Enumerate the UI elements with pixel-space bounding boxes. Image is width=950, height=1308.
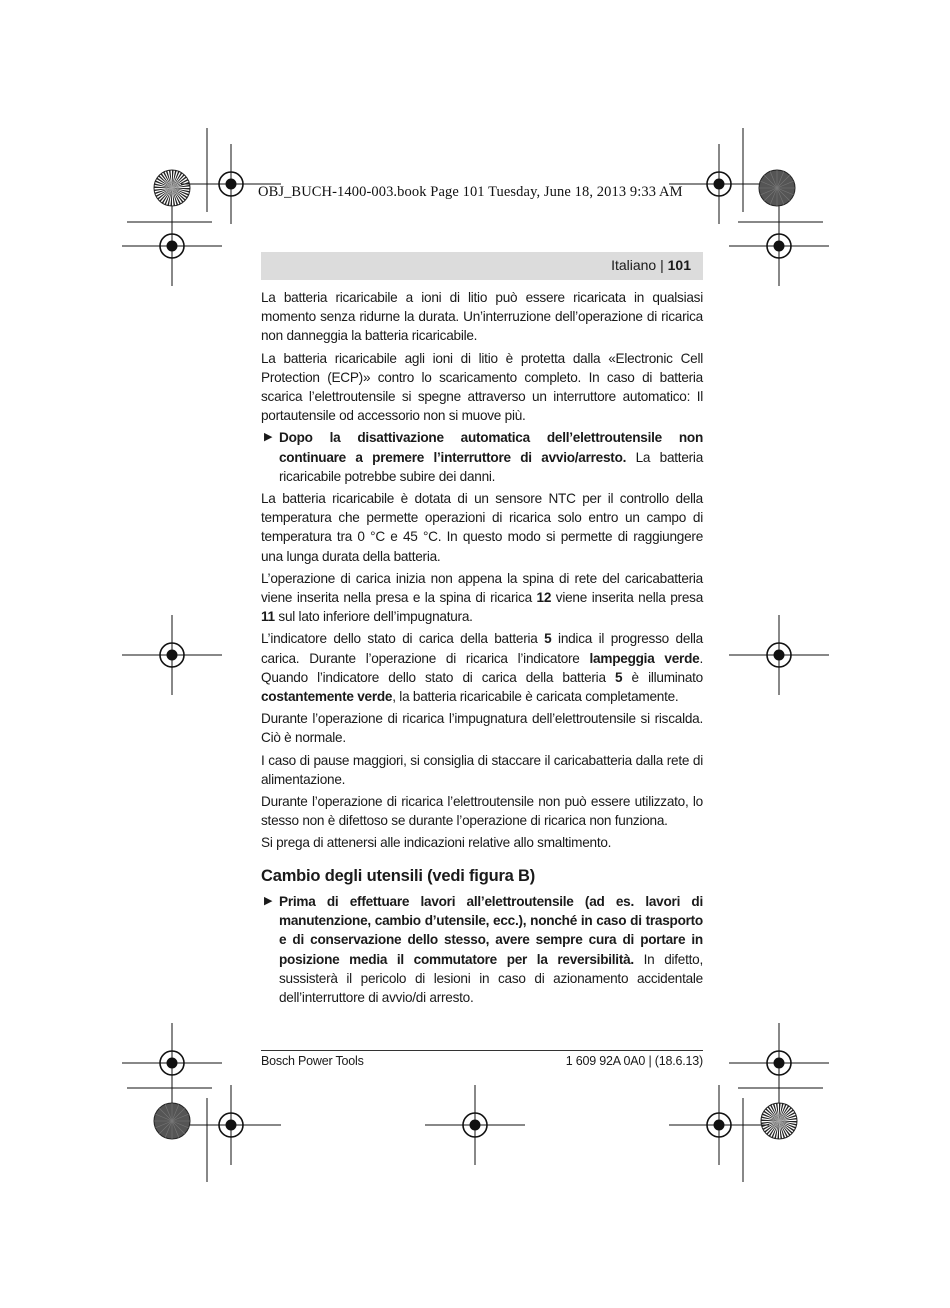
registration-mark-icon — [729, 1023, 829, 1103]
bullet-text: La batteria ricaricabile potrebbe subire dei danni. — [279, 449, 703, 484]
bullet-text: In difetto, sussisterà il pericolo di lesioni in caso di azionamento accidentale dell’interruttore di avvio/di arresto. — [279, 951, 704, 1005]
footer-doc-number: 1 609 92A 0A0 | (18.6.13) — [565, 1054, 703, 1068]
registration-mark-icon — [729, 615, 829, 695]
paragraph-liion-charging: La batteria ricaricabile a ioni di litio può essere ricaricata in qualsiasi momento senza ridurne la durata. Un’interruzione dell’operazione di ricarica non danneggia la batteria ricaricabile. — [261, 290, 703, 344]
paragraph-handle-warm: Durante l’operazione di ricarica l’impugnatura dell’elettroutensile si riscalda. Ciò è normale. — [261, 711, 703, 746]
paragraph-disposal: Si prega di attenersi alle indicazioni relative allo smaltimento. — [261, 835, 612, 851]
registration-mark-icon — [122, 615, 222, 695]
bullet-triangle-icon: ▶ — [264, 894, 273, 907]
page-number: 101 — [667, 257, 691, 273]
section-heading: Cambio degli utensili (vedi figura B) — [261, 866, 536, 885]
registration-mark-icon — [122, 206, 222, 286]
paragraph-not-usable: Durante l’operazione di ricarica l’elettroutensile non può essere utilizzato, lo stesso non è difettoso se durante l’operazione di ricarica non funziona. — [261, 794, 703, 829]
registration-mark-icon — [181, 1085, 281, 1165]
gray-patch-icon — [759, 170, 795, 206]
footer-publisher: Bosch Power Tools — [261, 1054, 364, 1068]
registration-mark-icon — [729, 206, 829, 286]
bullet-bold-text: Dopo la disattivazione automatica dell’elettroutensile non continuare a premere l’interruttore di avvio/arresto. — [279, 430, 703, 465]
star-target-icon — [154, 170, 190, 206]
page-content — [261, 288, 703, 1010]
paragraph-charge-indicator: L’indicatore dello stato di carica della batteria 5 indica il progresso della carica. Durante l’operazione di ricarica l’indicatore lampeggia verde. Quando l’indicatore dello stato di carica della batteria 5 è illuminato costantemente verde, la batteria ricaricabile è caricata completamente. — [261, 631, 703, 705]
header-separator: | — [660, 257, 664, 273]
bullet-triangle-icon: ▶ — [264, 431, 273, 444]
registration-mark-icon — [425, 1085, 525, 1165]
registration-mark-icon — [669, 1085, 769, 1165]
bullet-bold-text: Prima di effettuare lavori all’elettroutensile (ad es. lavori di manutenzione, cambio d’utensile, ecc.), nonché in caso di trasporto e di conservazione dello stesso, avere sempre cura di portare in posizione media il commutatore per la reversibilità. — [279, 893, 703, 967]
warning-bullet-switch — [261, 428, 703, 486]
footer-rule — [261, 1050, 703, 1051]
print-slug: OBJ_BUCH-1400-003.book Page 101 Tuesday, June 18, 2013 9:33 AM — [258, 184, 683, 200]
registration-mark-icon — [122, 1023, 222, 1103]
header-language: Italiano — [611, 257, 657, 273]
warning-bullet-tool-change — [261, 892, 703, 1007]
paragraph-ecp-protection: La batteria ricaricabile agli ioni di litio è protetta dalla «Electronic Cell Protection (ECP)» contro lo scaricamento completo. In caso di batteria scarica l’elettroutensile si spegne attraverso un interruttore automatico: Il portautensile od accessorio non si muove più. — [261, 350, 703, 424]
paragraph-ntc-sensor: La batteria ricaricabile è dotata di un sensore NTC per il controllo della temperatura che permette operazioni di ricarica solo entro un campo di temperatura tra 0 °C e 45 °C. In questo modo si permette di raggiungere una lunga durata della batteria. — [261, 491, 703, 564]
header-language-page — [611, 257, 691, 273]
gray-patch-icon — [154, 1103, 190, 1139]
paragraph-charging-start: L’operazione di carica inizia non appena la spina di rete del caricabatteria viene inserita nella presa e la spina di ricarica 12 viene inserita nella presa 11 sul lato inferiore dell’impugnatura. — [261, 570, 704, 625]
paragraph-long-pauses: I caso di pause maggiori, si consiglia di staccare il caricabatteria dalla rete di alimentazione. — [261, 752, 703, 787]
page-header — [261, 252, 703, 280]
star-target-icon — [761, 1103, 797, 1139]
